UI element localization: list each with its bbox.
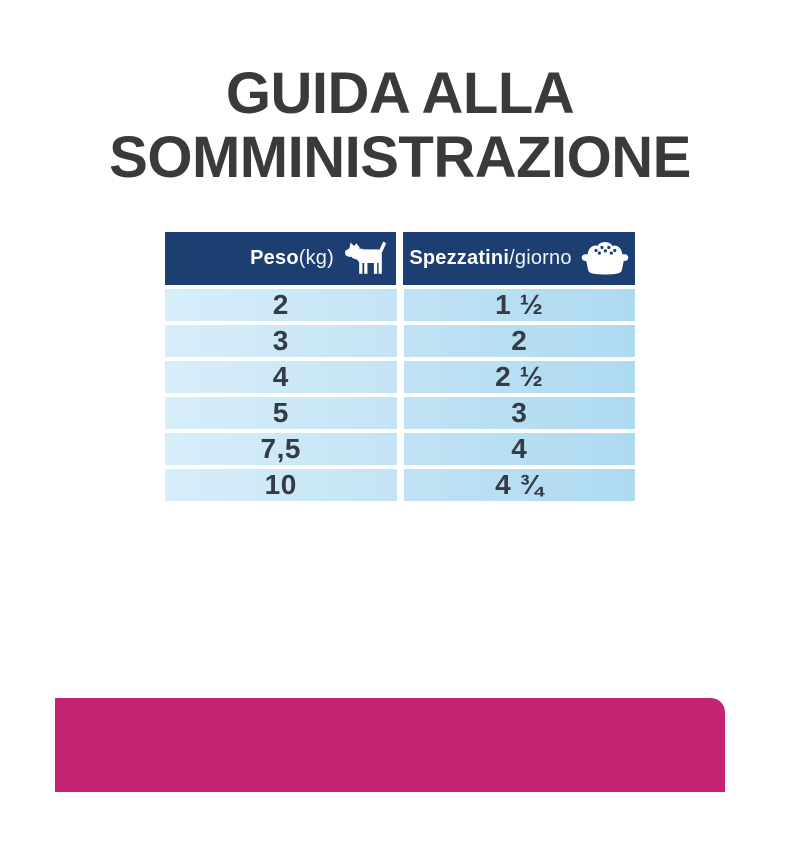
table-row — [165, 433, 635, 465]
page-title — [0, 62, 800, 190]
cell-spezzatini: 4 ¾ — [404, 469, 636, 501]
cell-peso: 3 — [165, 325, 397, 357]
spezzatini-unit-label: /giorno — [509, 246, 572, 269]
page-title-line2: SOMMINISTRAZIONE — [109, 124, 691, 190]
header-cell-peso — [165, 232, 396, 285]
page-title-line1: GUIDA ALLA — [225, 61, 575, 126]
cell-spezzatini: 2 — [404, 325, 636, 357]
table-row — [165, 361, 635, 393]
peso-label: Peso — [250, 246, 299, 269]
cell-peso: 7,5 — [165, 433, 397, 465]
cell-peso: 4 — [165, 361, 397, 393]
cell-peso: 5 — [165, 397, 397, 429]
cell-spezzatini: 4 — [404, 433, 636, 465]
cell-peso: 2 — [165, 289, 397, 321]
header-cell-spezzatini — [403, 232, 635, 285]
cell-peso: 10 — [165, 469, 397, 501]
cell-spezzatini: 2 ½ — [404, 361, 636, 393]
table-row — [165, 397, 635, 429]
magenta-accent-bar — [55, 698, 725, 792]
cell-spezzatini: 3 — [404, 397, 636, 429]
spezzatini-label: Spezzatini — [409, 246, 510, 269]
feeding-guide-table — [165, 232, 635, 501]
table-row — [165, 325, 635, 357]
table-row — [165, 469, 635, 501]
bowl-icon — [581, 239, 629, 277]
peso-unit-label: (kg) — [298, 246, 334, 269]
cell-spezzatini: 1 ½ — [404, 289, 636, 321]
table-header-row — [165, 232, 635, 285]
dog-icon — [343, 239, 389, 277]
table-row — [165, 289, 635, 321]
